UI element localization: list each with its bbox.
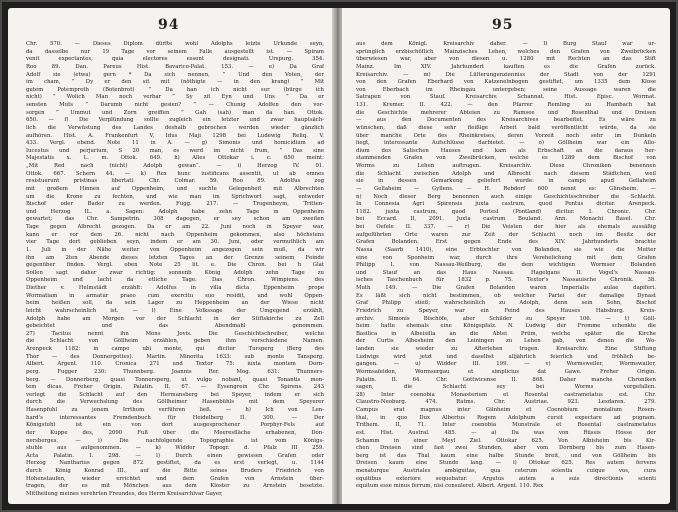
text-line: heim hatte ehemals eine Königspfalz. N. Ludwig der Fromme schenkte die (356, 323, 656, 330)
text-line: sorgen ” Ummut und Zorn greiffen ” Gah (sah) man da han. Ottok. (26, 109, 324, 116)
text-line: von Eberbach im Rheingau untergeben; seine Aussage waren die (356, 86, 656, 93)
text-line: leicht wahrscheinlich ist. — l) Eine Volkssage der Umgegend erzählt, (26, 307, 324, 314)
text-line: 1. Juli in der Nähe weiter von Oppenheim angezogen sein muß, da wir (26, 246, 324, 253)
text-line: „Mit Red nach (nicht) Adolph gewan“. — i) Herzog IV. 91. (26, 163, 324, 169)
text-line: In Connesia Agri Spirensis juxta castrum, quod Pontus dicitur. Arenpeck. (356, 201, 656, 208)
text-line: durch König Konrad III., auf die Bitte seines Bruders Friedrich von (26, 468, 324, 474)
text-line: Claustro-Neoburg. 474. Ratms. Chr. Austriae. 923. Lesdaren. 279. (356, 399, 656, 406)
text-line: verlegt die Schlacht auf den Hermansberg bei Speyer, indem er sich (26, 391, 324, 398)
text-line: im cham, ” Dy er den sit mit (nöthigte — in den krang) ” Mit (26, 79, 324, 86)
text-line: Trithem. II, 71. Inter coenobia Munstrale et Rosental castrametatus (356, 422, 656, 429)
text-line: isches Taschenbuch für 1832 p. 75. Textor's Nassauische Chronik. 38. (356, 277, 656, 284)
right-page (342, 8, 670, 504)
text-line: sagen, die Schlacht sey bei Worms vorgefallen. (356, 384, 656, 391)
text-line: der Curtis Albesheim den Leiningen zu Lehen gab, von denen die Wo- (356, 338, 656, 345)
text-line: durch die Verwechslung des Göllheimer Hasenbühls mit dem Speyerer (26, 399, 324, 406)
text-line: Adolph habe am Morgen vor der Schlacht in der Stiftskirche zu Zell (26, 315, 324, 322)
text-line: Nassa (Saarb 1410), eine Erbtochter von Bolanden, sie wie die Mutter (356, 246, 656, 253)
text-line: aufgeführten Orte waren zur Zeit der Schlacht noch im Besitz der (356, 231, 656, 238)
text-line: sensten Muts ” Darumb nicht gesien? ” — Chunig Adolfen den vor- (26, 102, 324, 108)
text-line: die Schlacht zwischen Adolph und Albrecht nach diesem Städtchen, weil (356, 170, 656, 177)
text-line: tragen, der es mit Mönchen aus dem Kloster zu Arnstein besetzte. (26, 483, 324, 490)
text-line: equitum esse minus ferrum, nisi consuleret. Albert. Argent. 110. Rex (356, 483, 544, 490)
text-line: vier Tage dort geblieben seyn, indem er am 30. Juni, oder vermuthlich am (26, 239, 324, 246)
text-line: Ludwigs wird jetzt und daselbst alljährlich feierlich und fröhlich be- (356, 353, 656, 360)
text-line: Königstuhl ist ein von dort ausgesprochener Porphyr-Fels auf (26, 422, 324, 429)
text-line: gebeichtet und das Abendmahl genommen. (26, 323, 324, 330)
text-line: sprünglich erzbischöflich Mainzisches Lehen, welches den Grafen von Zweibrücken (356, 48, 656, 55)
text-line: equitibus exteriore sequebatur. Argutus autem a suis directionis scienti (356, 475, 656, 482)
text-line: Palatin. II. 64. Chr. Gottwicense II. 868. Daher manche Chroniken (356, 376, 656, 383)
text-line: Adolf sie (etwa) gern * Da sich nennen, ” Und den Voten, der (26, 71, 324, 78)
text-line: thal, in quo Dux Albertus Rogem Adolphum cursit expectare ad pugnam. (356, 414, 656, 421)
text-line: Philipp I. von Nassau-Weilburg, die dem wichtigen Wormser Bolanden (356, 262, 656, 269)
text-line: archiv. Simonis Bischöfe, aber Schilder zu Speyer 106. — t) Göll- (356, 315, 656, 322)
text-line: perg. Fugger 230: Thunnberg. Joannis Rer. Mog. 631: Thunners- (26, 368, 324, 375)
text-line: bei Oefele II. 337. — r) Die Veisten der hier als ehemals aussäßig (356, 224, 656, 230)
text-line: nersberges. — i) Die nachfolgende Topographie ist vom Königs- (26, 437, 324, 444)
text-line: Chr. 570. — Dieses Diplom dürfte wohl Adolphs letzte Urkunde seyn, (26, 41, 324, 47)
text-line: bei Eccard. II, 2091. Juxta castrum Bouland. Ann. Monachi Basel. Chr. (356, 216, 656, 223)
text-line: wünschen, daß diese sehr fleißige Arbeit bald veröffentlicht würde, da sie (356, 124, 656, 131)
text-line: Sollen sagt daher zwar richtig: sonnenb König Adolph zehn Tage zu (26, 269, 324, 276)
text-line: 1182. juxta castrum, quod Portesl (Pontland) dicitur. I. Chronic. Chr. (356, 208, 656, 215)
text-line: Mainz. Im XIV. Jahrhundert kauften es die Grafen zurück. (356, 63, 656, 70)
text-line: landen sie wieder zu Afterlehen trugen. Kreisarchiv. Eine Stiftung (356, 346, 656, 352)
text-line: — Gellaheim — Gyllens. — H. Rebdorf 600 nennt es: Glinsheim. — (356, 185, 656, 192)
text-line: Thor — des Donnergottes). Martin. Minorita 1633: sub monte Tansperg. (26, 353, 324, 360)
page-number: 95 (492, 17, 514, 33)
text-line: die Schlacht von Göllheim erzählen, geben ihm verschiedene Namen. (26, 338, 324, 345)
text-line: Wormatiam in armatur praeo cum exercitu suo residit, und wohl Oppen- (26, 292, 324, 299)
page-text (356, 41, 656, 491)
text-line: aus dem Königl. Kreisarchiv daher. — l) Burg Stauf war ur- (356, 41, 656, 47)
text-line: Hohenstaufen, wieder errichtet und dem Grafen von Arnstein über- (26, 475, 324, 482)
text-line: Schamm in einer Meyl Ziel. Ottokar 625. Von Albisheim bis Kir- (356, 437, 656, 444)
text-line: und Herzog IL. a. Sagen: Adolph habe zehn Tage in Oppenheim (26, 208, 324, 215)
text-line: gewartet; das Chr. Sampetrin. 308 dagegen, er sey schon am zweiten (26, 216, 324, 223)
text-line: 28) Inter coenobia Monasterium et Rosental castrametatus est. Chr. (356, 391, 656, 398)
text-line: Roo 89. Dan. Pareus Hist. Bavarico-Palat. 153. — e) Da Graf (26, 63, 324, 70)
text-line: menaturque Austriales ambiguitas, qua ceterum scientia cuique vos, cura (356, 468, 656, 474)
text-line: Basilica in Albeisilla an die Abtei Prüm, welche später die Kirche (356, 330, 656, 337)
text-line: Majestatis x. L. m. Ottok. 649. h) Alles Ottokar i. c. 650 meint: (26, 155, 324, 162)
text-line: Campus erat magnus inter Gilnheim et Coenobium monialium Rosen- (356, 407, 656, 413)
text-line: Worms zu Lehen auftrugen. Kreisarchiv. Diese Chroniken benennen (356, 163, 656, 169)
page-text (26, 41, 324, 499)
text-line: Dreisen kaum eine Stunde lang. — i) Ottokar 625. Res autem fervens (356, 460, 656, 467)
text-line: resistuerunt pristinas libertati. Chr. Colmar. 59. Roo 89. Adolfus zog (26, 178, 324, 185)
book-spread (2, 2, 676, 510)
text-line: überwiesen war, aber von diesen u. 1280 mit Rechten an das Stift (356, 56, 656, 63)
text-line: Kreisarchiv. — m) Die Lülterungenzienniss der Stadt von der 1291 (356, 71, 656, 78)
text-line: Oppenheim und lacht da etliche Tage. Das Chron. Wimpiens. des (26, 277, 324, 284)
text-line: aufhören. Hist. A. Frankenfurt V, Idus Maji 1298 bei Ludewig Reliq. V. (26, 132, 324, 139)
text-line: Hasenpfuhl zu jenem Irrthum verführen ließ. — h) Ich von Len- (26, 407, 324, 413)
text-line: von den Grafen Eberhard von Katzenelnbogen gestiftet, um 1335 dem Klose (356, 79, 656, 86)
text-line: Tage gegen Albrecht gezogen. Da er am 22. Juni noch in Speyer war, (26, 224, 324, 230)
text-line: gegenüber finden. Vergl. oben Note 25 lit. e. Die Chron. bei h Glat (26, 262, 324, 269)
text-line: Grafen Bolanden. Erst gegen Ende des XIV. Jahrhunderts brachte (356, 239, 656, 246)
text-line: über manche Orte des Rheinkreises, deren Vorzeit noch sehr im Dunkeln (356, 132, 656, 139)
text-line: dium des Salischen Hauses und kam als Erbschaft an die daraus her- (356, 147, 656, 154)
text-line: chen Dreisen sind fast zwei Stunden, aber vom Dornberg bis zum Hasen- (356, 445, 656, 452)
text-line: stuhle aus aufgenommen. — k) Widder Topogr. d. Pfalz III 259. (26, 445, 324, 452)
text-line: Wormsafeldon, Wormsergau et simplicius dat Gawe. Freher Origin. (356, 368, 656, 375)
text-line: tem dicas. Freher Origin. Palatin. II. 67. — Eysengrein Chr. Spirens. 243 (26, 384, 324, 391)
text-line: n) Noch dieser Berg benennen auch einige Geschichtsschreiber die Schlacht. (356, 193, 656, 200)
text-line: der Kuppe des, 2090 Fuß über die Meeresfläche erhabenen, Don- (26, 429, 324, 436)
page-number: 94 (158, 17, 180, 33)
text-line: berg ist das Thal kaum eine halbe Stunde breit, und von Göllheim bis (356, 452, 656, 459)
text-line: Es läßt sich nicht bestimmen, ob welcher Partei der damalige Dynast (356, 292, 656, 299)
text-line: Muth 149. — Die Grafen Bolanden waren Imperialis aulae dapiferi. (356, 285, 656, 291)
text-line: Ottok. 667. Schern 44. — k) Rex hunc iustificans assentit, ut ab omnes (26, 170, 324, 177)
text-line: nicht) ” Wolich Man noch verbar ” Sy zit Eyn und Uns ” Da er (26, 94, 324, 101)
text-line: lich die Verwüstung des Landes deshalb gebrochen werden wieder gänzlich (26, 124, 324, 131)
text-line: Arenpeck 1182: in campo ubi monte, qui dicitur Tursperg (Berg des (26, 346, 324, 352)
text-line: Iucestus und perjurium, S 20 man, es werd im nicht frum, ” Das sine (26, 147, 324, 154)
text-line: und Stauf an das Haus Nassau. Hagelgans II. Vogel's Nassau- (356, 269, 656, 276)
text-line: Acta Palatin. I. 298. — l) Durch einen gewissen Grafen oder (26, 452, 324, 459)
text-line: sie in dessen Gemarkung geliefert wurde: in campo apud Gellaheim (356, 178, 656, 185)
text-line: gangen. — u) Widder III. 199. — v) Wormsweiler, Wormswailer, (356, 361, 656, 368)
text-line: mit großem Hinnen auf Oppenheim, und suchte Gelegenheit mit Albrechten (26, 185, 324, 192)
text-line: um die Krone zu fechten, und wie man im Sprichwort sagt, entweder (26, 193, 324, 200)
text-line: ihn am 2ten Abende dieses letzten Tages an der Grenze seinem Feinde (26, 254, 324, 261)
text-line: est. Hist. Austral. 485. — a) Da was von Rüssis Hosse der (356, 429, 656, 436)
text-line: Diether v. Helmstädt erzählt: Adolfus in villa dicta Eppenheim prope (26, 285, 324, 291)
text-line: stammenden Grafen von Zweibrücken, welche es 1289 dem Bischof von (356, 155, 656, 162)
text-line: Herzog Nantharius gegen 872 gestiftet, da es erst verlegt, u. 1144 (26, 460, 324, 467)
text-line: Satrapen von Stauf. Kreisarchiv. Schannat. Hist. Episc. Wormat. (356, 94, 656, 101)
text-line: — aus den Documenten des Kreisarchives bearbeitet. Es wäre zu (356, 117, 656, 124)
text-line: Bischof oder Bader zu werden. Fugg. 217. — Trugenheym, Tritten- (26, 201, 324, 208)
text-line: berg. — Donnerberg, quasi Tonnersperg, ut vulgo nobant, quasi Tonantis mon- (26, 376, 324, 383)
text-line: die Geschichte mehrerer Abteien zu Ramsee und Rosenthal und Dreisen (356, 109, 656, 116)
text-line: 650. — f) Die Verplündung sollte zugleich ein letzter und zwar hauptsäch- (26, 117, 324, 124)
text-line: Albert. Argent. 110. Cronica 271 und Textor 75: iuxta montem Dorn- (26, 361, 324, 368)
text-line: liegt, interessante Aufschlüsse darbietet. — o) Göllheim war ein Allo- (356, 140, 656, 147)
text-line: 433. Vergl. ebend. Note 11 in A. — g) Simonis und homicidium ad (26, 140, 324, 147)
text-line: 131. Kremer. II. 422. — den Pfarrer Remling zu Hambach hat (356, 102, 656, 108)
text-line: gutem Potempreth (Botenbrot) ” Da han ich nicht sur (bürge ich (26, 86, 324, 93)
text-line: eine von Sponheim war, durch ihre Verehelichung mit dem Grafen (356, 254, 656, 261)
text-line: 27) Tacitus nennt ihn Mons Jovis. Die Geschichtschreiber, welche (26, 330, 324, 337)
text-line: Graf Philipp stieß; wahrscheinlich zu Adolph, denn sein Sohn, Bischof (356, 300, 656, 307)
text-line: da dasselbe nur 19 Tage vor seinem Falle ausgestellt ist. — Spiram (26, 48, 324, 55)
text-line: venit expectantes, quia electores essent designati. Urspurg. 354. (26, 56, 324, 63)
text-line: Mittheilung meines verehrten Freundes, des Herrn Kreisarchivar Gayer, (26, 490, 223, 497)
text-line: kann er vor dem 26. nicht nach Oppenheim gekommen, also höchstens (26, 231, 324, 238)
left-page (8, 8, 334, 504)
text-line: hard's interessantes Fremdenbuch für Heidelberg II. 300. — Der (26, 414, 324, 421)
text-line: heim heißen soll, da sein Lager zu Heppenheim an der Wiese nicht (26, 300, 324, 307)
text-line: Friedrich zu Speyer, war ein Feind des Hauses Habsburg. Kreis- (356, 307, 656, 314)
